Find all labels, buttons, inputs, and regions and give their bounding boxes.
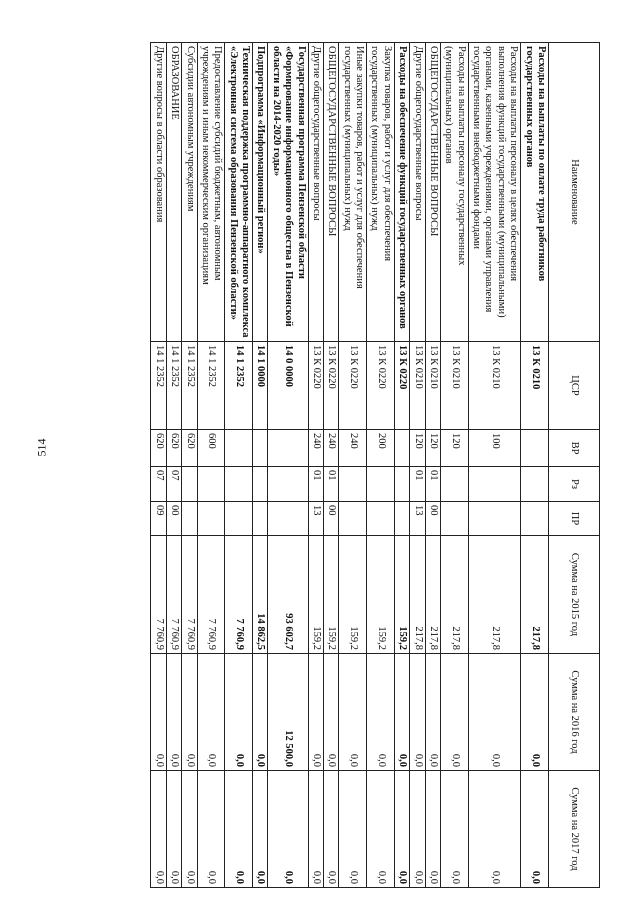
row-sum-2017: 0,0 <box>308 771 323 888</box>
row-name: Предоставление субсидий бюджетным, автономным учреждениям и иным некоммерческим организациям <box>197 43 225 342</box>
row-rz <box>441 467 469 502</box>
row-csr: 14 1 2352 <box>197 342 225 430</box>
row-rz <box>268 467 308 502</box>
row-rz: 07 <box>166 467 181 502</box>
col-header-sum-2015: Сумма на 2015 год <box>549 536 600 654</box>
row-name: Техническая поддержка программно-аппаратного комплекса «Электронная система образования Пензенской области» <box>225 43 253 342</box>
row-sum-2015: 14 862,5 <box>253 536 268 654</box>
row-csr: 14 1 2352 <box>225 342 253 430</box>
row-csr: 14 1 2352 <box>151 342 166 430</box>
row-sum-2017: 0,0 <box>197 771 225 888</box>
row-csr: 13 К 0210 <box>425 342 440 430</box>
row-name: Иные закупки товаров, работ и услуг для обеспечения государственных (муниципальных) нужд <box>339 43 367 342</box>
col-header-sum-2016: Сумма на 2016 год <box>549 654 600 771</box>
row-sum-2017: 0,0 <box>394 771 409 888</box>
row-sum-2015: 159,2 <box>367 536 395 654</box>
table-row <box>166 43 181 888</box>
row-pr: 13 <box>308 502 323 536</box>
row-sum-2017: 0,0 <box>182 771 197 888</box>
row-rz: 01 <box>308 467 323 502</box>
row-name: Расходы на выплаты персоналу в целях обеспечения выполнения функций государственными (муниципальными) органами, казенными учреждениями, органами управления государственными внебюджетными фондами <box>468 43 521 342</box>
header-row <box>549 43 600 888</box>
row-vr: 620 <box>151 430 166 467</box>
row-sum-2017: 0,0 <box>268 771 308 888</box>
table-row <box>394 43 409 888</box>
row-sum-2015: 217,8 <box>521 536 549 654</box>
row-pr <box>521 502 549 536</box>
row-vr: 120 <box>410 430 425 467</box>
row-sum-2015: 159,2 <box>394 536 409 654</box>
table-row <box>425 43 440 888</box>
row-vr: 240 <box>308 430 323 467</box>
row-name: ОБЩЕГОСУДАРСТВЕННЫЕ ВОПРОСЫ <box>425 43 440 342</box>
table-row <box>268 43 308 888</box>
row-rz <box>182 467 197 502</box>
row-vr: 100 <box>468 430 521 467</box>
row-rz <box>394 467 409 502</box>
row-name: Другие вопросы в области образования <box>151 43 166 342</box>
row-rz <box>468 467 521 502</box>
row-sum-2016: 0,0 <box>394 654 409 771</box>
row-sum-2017: 0,0 <box>468 771 521 888</box>
row-name: Другие общегосударственные вопросы <box>410 43 425 342</box>
table-row <box>308 43 323 888</box>
row-name: Субсидии автономным учреждениям <box>182 43 197 342</box>
row-rz: 01 <box>425 467 440 502</box>
col-header-rz: Рз <box>549 467 600 502</box>
row-sum-2015: 7 760,9 <box>225 536 253 654</box>
row-csr: 13 К 0210 <box>468 342 521 430</box>
row-sum-2016: 0,0 <box>324 654 339 771</box>
row-sum-2016: 0,0 <box>166 654 181 771</box>
row-name: ОБРАЗОВАНИЕ <box>166 43 181 342</box>
row-sum-2015: 159,2 <box>339 536 367 654</box>
row-name: Другие общегосударственные вопросы <box>308 43 323 342</box>
row-pr <box>225 502 253 536</box>
row-vr: 620 <box>166 430 181 467</box>
row-rz <box>197 467 225 502</box>
col-header-pr: ПР <box>549 502 600 536</box>
row-sum-2015: 159,2 <box>324 536 339 654</box>
row-sum-2017: 0,0 <box>225 771 253 888</box>
row-sum-2016: 0,0 <box>410 654 425 771</box>
row-rz <box>225 467 253 502</box>
row-name: Закупка товаров, работ и услуг для обеспечения государственных (муниципальных) нужд <box>367 43 395 342</box>
row-sum-2016: 0,0 <box>521 654 549 771</box>
row-pr <box>468 502 521 536</box>
col-header-sum-2017: Сумма на 2017 год <box>549 771 600 888</box>
row-sum-2016: 12 500,0 <box>268 654 308 771</box>
row-vr <box>394 430 409 467</box>
row-csr: 14 1 2352 <box>166 342 181 430</box>
table-row <box>441 43 469 888</box>
row-sum-2015: 93 602,7 <box>268 536 308 654</box>
col-header-csr: ЦСР <box>549 342 600 430</box>
row-pr: 09 <box>151 502 166 536</box>
row-name: Расходы на выплаты персоналу государственных (муниципальных) органов <box>441 43 469 342</box>
row-sum-2017: 0,0 <box>425 771 440 888</box>
row-csr: 13 К 0210 <box>410 342 425 430</box>
row-vr <box>253 430 268 467</box>
row-name: ОБЩЕГОСУДАРСТВЕННЫЕ ВОПРОСЫ <box>324 43 339 342</box>
row-csr: 13 К 0220 <box>324 342 339 430</box>
row-vr <box>225 430 253 467</box>
row-sum-2017: 0,0 <box>339 771 367 888</box>
row-sum-2015: 7 760,9 <box>151 536 166 654</box>
row-sum-2015: 7 760,9 <box>166 536 181 654</box>
row-sum-2016: 0,0 <box>339 654 367 771</box>
row-pr <box>253 502 268 536</box>
row-vr: 240 <box>339 430 367 467</box>
row-csr: 13 К 0220 <box>367 342 395 430</box>
row-rz <box>521 467 549 502</box>
row-csr: 13 К 0220 <box>394 342 409 430</box>
table-row <box>182 43 197 888</box>
table-row <box>225 43 253 888</box>
table-row <box>151 43 166 888</box>
row-sum-2016: 0,0 <box>468 654 521 771</box>
row-sum-2016: 0,0 <box>225 654 253 771</box>
row-sum-2016: 0,0 <box>308 654 323 771</box>
row-csr: 14 1 0000 <box>253 342 268 430</box>
row-sum-2015: 217,8 <box>441 536 469 654</box>
row-pr <box>182 502 197 536</box>
row-sum-2016: 0,0 <box>182 654 197 771</box>
col-header-name: Наименование <box>549 43 600 342</box>
row-name: Расходы на выплаты по оплате труда работников государственных органов <box>521 43 549 342</box>
row-rz: 01 <box>324 467 339 502</box>
table-row <box>324 43 339 888</box>
row-pr <box>367 502 395 536</box>
row-csr: 14 1 2352 <box>182 342 197 430</box>
row-sum-2016: 0,0 <box>425 654 440 771</box>
row-vr <box>521 430 549 467</box>
row-rz: 01 <box>410 467 425 502</box>
row-csr: 13 К 0220 <box>339 342 367 430</box>
row-sum-2015: 7 760,9 <box>197 536 225 654</box>
row-pr: 00 <box>166 502 181 536</box>
row-vr <box>268 430 308 467</box>
row-rz: 07 <box>151 467 166 502</box>
row-sum-2015: 217,8 <box>468 536 521 654</box>
table-body <box>151 43 549 888</box>
budget-table <box>151 42 601 888</box>
row-pr <box>339 502 367 536</box>
rotated-page <box>100 42 600 887</box>
row-csr: 13 К 0210 <box>521 342 549 430</box>
row-sum-2017: 0,0 <box>253 771 268 888</box>
row-pr <box>197 502 225 536</box>
col-header-vr: ВР <box>549 430 600 467</box>
row-sum-2016: 0,0 <box>197 654 225 771</box>
row-sum-2015: 217,8 <box>410 536 425 654</box>
row-sum-2016: 0,0 <box>253 654 268 771</box>
row-vr: 120 <box>441 430 469 467</box>
table-row <box>197 43 225 888</box>
row-pr <box>441 502 469 536</box>
table-row <box>410 43 425 888</box>
row-sum-2017: 0,0 <box>166 771 181 888</box>
row-rz <box>253 467 268 502</box>
row-csr: 13 К 0210 <box>441 342 469 430</box>
page-number: 514 <box>34 438 49 457</box>
row-pr <box>394 502 409 536</box>
row-sum-2017: 0,0 <box>151 771 166 888</box>
table-row <box>367 43 395 888</box>
row-vr: 600 <box>197 430 225 467</box>
row-pr <box>268 502 308 536</box>
row-csr: 13 К 0220 <box>308 342 323 430</box>
row-sum-2017: 0,0 <box>441 771 469 888</box>
row-sum-2015: 217,8 <box>425 536 440 654</box>
row-sum-2017: 0,0 <box>521 771 549 888</box>
row-sum-2016: 0,0 <box>367 654 395 771</box>
row-vr: 120 <box>425 430 440 467</box>
row-sum-2017: 0,0 <box>324 771 339 888</box>
row-pr: 00 <box>324 502 339 536</box>
table-row <box>253 43 268 888</box>
row-vr: 200 <box>367 430 395 467</box>
row-name: Расходы на обеспечение функций государственных органов <box>394 43 409 342</box>
row-name: Подпрограмма «Информационный регион» <box>253 43 268 342</box>
row-sum-2017: 0,0 <box>410 771 425 888</box>
row-csr: 14 0 0000 <box>268 342 308 430</box>
row-sum-2015: 159,2 <box>308 536 323 654</box>
row-sum-2016: 0,0 <box>151 654 166 771</box>
row-pr: 13 <box>410 502 425 536</box>
row-vr: 240 <box>324 430 339 467</box>
row-sum-2016: 0,0 <box>441 654 469 771</box>
row-rz <box>339 467 367 502</box>
row-name: Государственная программа Пензенской области «Формирование информационного общества в Пензенской области на 2014-2020 годы» <box>268 43 308 342</box>
row-rz <box>367 467 395 502</box>
table-row <box>339 43 367 888</box>
table-row <box>521 43 549 888</box>
table-row <box>468 43 521 888</box>
row-pr: 00 <box>425 502 440 536</box>
row-vr: 620 <box>182 430 197 467</box>
row-sum-2015: 7 760,9 <box>182 536 197 654</box>
row-sum-2017: 0,0 <box>367 771 395 888</box>
